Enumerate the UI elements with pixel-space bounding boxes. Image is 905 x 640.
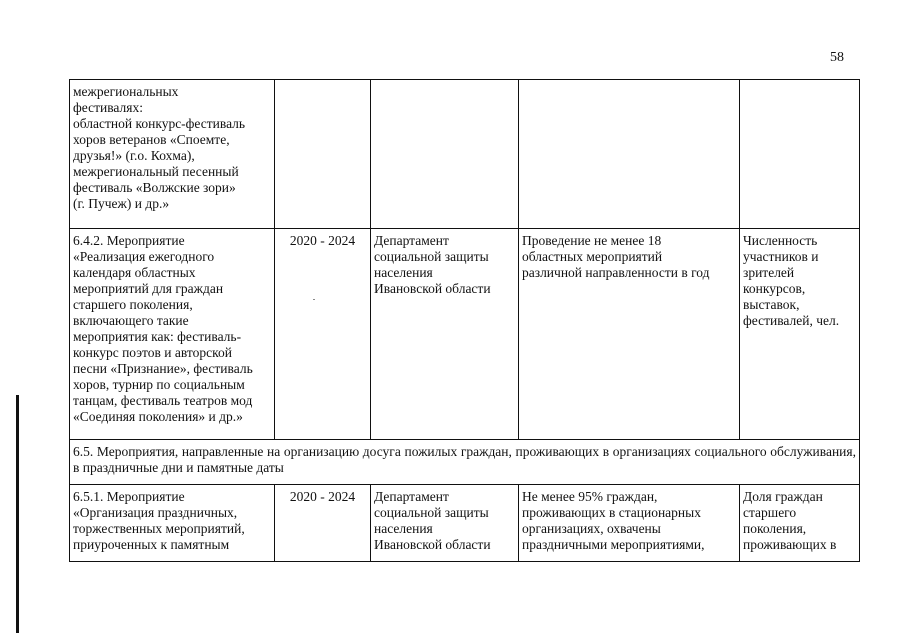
period-cell: 2020 - 2024 xyxy=(275,485,371,562)
section-row xyxy=(70,440,860,485)
program-measures-table xyxy=(69,79,860,562)
period-cell xyxy=(275,80,371,229)
result-cell: Не менее 95% граждан, проживающих в стационарных организациях, охвачены праздничными мероприятиями, xyxy=(519,485,740,562)
executor-cell: Департамент социальной защиты населения Ивановской области xyxy=(371,485,519,562)
table-row xyxy=(70,485,860,562)
indicator-cell: Численность участников и зрителей конкурсов, выставок, фестивалей, чел. xyxy=(740,229,860,440)
table-row xyxy=(70,229,860,440)
measure-cell: 6.4.2. Мероприятие «Реализация ежегодного календаря областных мероприятий для граждан старшего поколения, включающего такие мероприятия как: фестиваль- конкурс поэтов и авторской песни «Признание», фестиваль хоров, турнир по социальным танцам, фестиваль театров мод «Соединяя поколения» и др.» xyxy=(70,229,275,440)
executor-cell xyxy=(371,80,519,229)
indicator-cell xyxy=(740,80,860,229)
section-heading: 6.5. Мероприятия, направленные на организацию досуга пожилых граждан, проживающих в организациях социального обслуживания, в праздничные дни и памятные даты xyxy=(70,440,860,485)
period-cell: 2020 - 2024 xyxy=(275,229,371,440)
measure-cell: межрегиональных фестивалях: областной конкурс-фестиваль хоров ветеранов «Споемте, друзья!» (г.о. Кохма), межрегиональный песенный фестиваль «Волжские зори» (г. Пучеж) и др.» xyxy=(70,80,275,229)
executor-cell: Департамент социальной защиты населения Ивановской области xyxy=(371,229,519,440)
scan-margin-bar xyxy=(16,395,19,633)
result-cell: Проведение не менее 18 областных мероприятий различной направленности в год xyxy=(519,229,740,440)
indicator-cell: Доля граждан старшего поколения, проживающих в xyxy=(740,485,860,562)
page-number: 58 xyxy=(830,50,844,65)
result-cell xyxy=(519,80,740,229)
measure-cell: 6.5.1. Мероприятие «Организация праздничных, торжественных мероприятий, приуроченных к памятным xyxy=(70,485,275,562)
table-row xyxy=(70,80,860,229)
